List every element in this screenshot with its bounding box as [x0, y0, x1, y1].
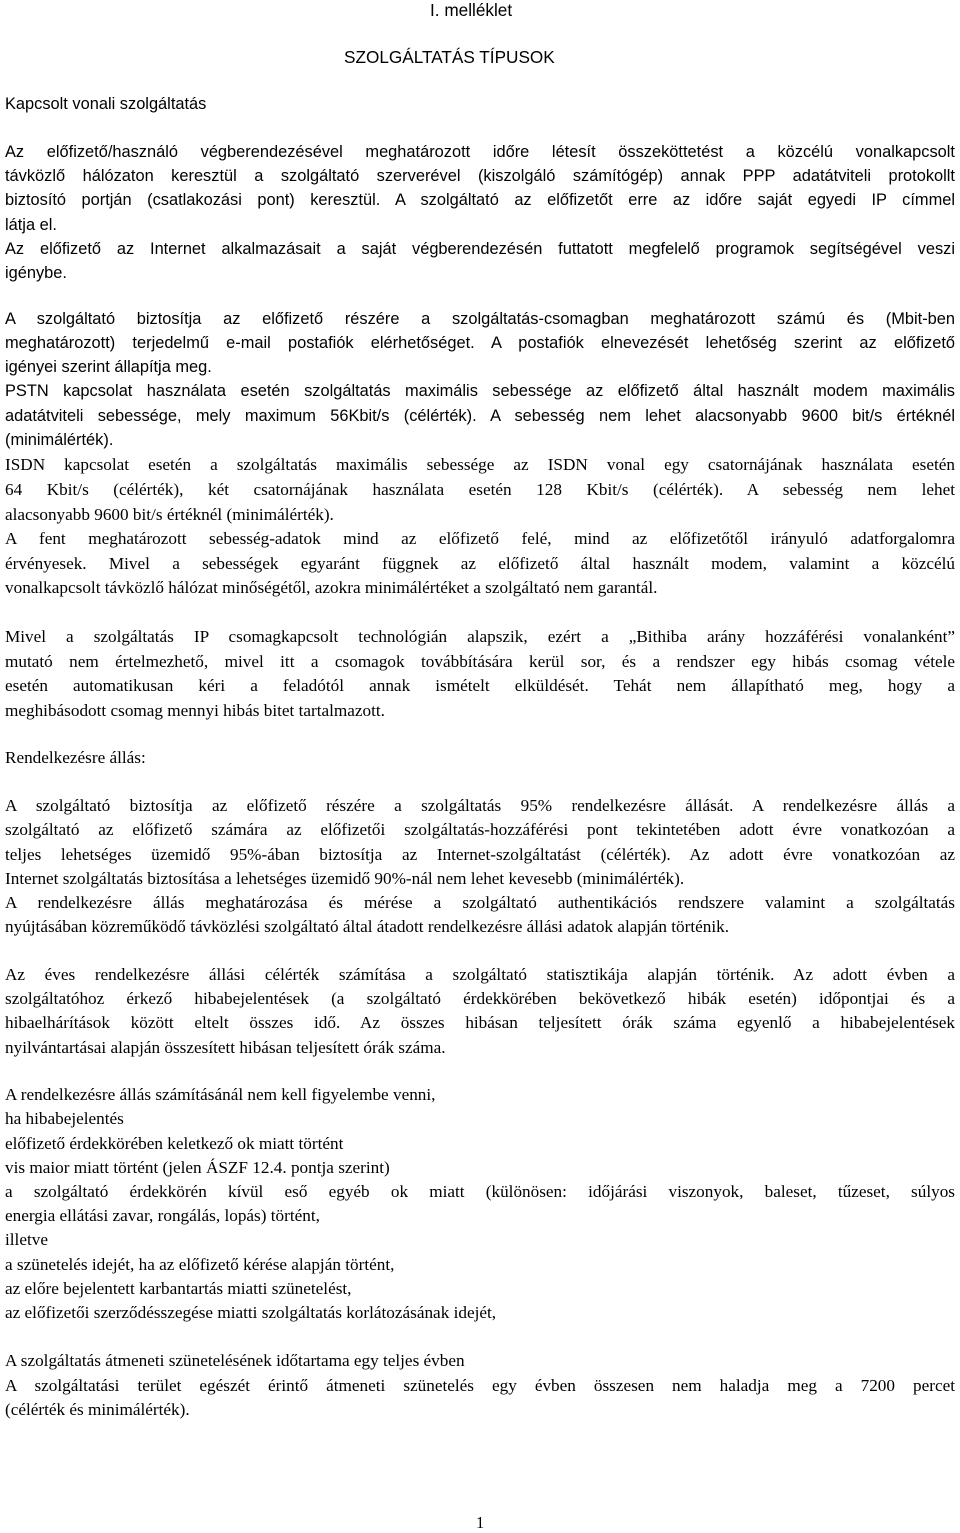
text-line: 64 Kbit/s (célérték), két csatornájának használata esetén 128 Kbit/s (célérték). A sebesség nem lehet: [5, 480, 955, 499]
text-line: szolgáltató az előfizető számára az előfizetői szolgáltatás-hozzáférési pont tekintetében adott évre vonatkozóan a: [5, 820, 955, 839]
text-line: A szolgáltatás átmeneti szünetelésének időtartama egy teljes évben: [5, 1351, 465, 1370]
annex-label: I. melléklet: [430, 0, 513, 20]
page-number: 1: [476, 1513, 485, 1532]
text-line: teljes lehetséges üzemidő 95%-ában biztosítja az Internet-szolgáltatást (célérték). Az adott évre vonatkozóan az: [5, 845, 955, 864]
text-line: előfizető érdekkörében keletkező ok miatt történt: [5, 1134, 344, 1153]
text-line: hibaelhárítások között eltelt összes idő. Az összes hibásan teljesített órák száma egyenlő a hibabejelentések: [5, 1013, 955, 1032]
text-line: a szolgáltató érdekkörén kívül eső egyéb ok miatt (különösen: időjárási viszonyok, baleset, tűzeset, súlyos: [5, 1182, 955, 1201]
text-line: nyújtásában közreműködő távközlési szolgáltató által átadott rendelkezésre állási adatok alapján történik.: [5, 917, 729, 936]
text-line: A szolgáltatási terület egészét érintő átmeneti szünetelés egy évben összesen nem haladja meg a 7200 percet: [5, 1376, 955, 1395]
text-line: Internet szolgáltatás biztosítása a lehetséges üzemidő 90%-nál nem lehet kevesebb (minimálérték).: [5, 869, 685, 888]
text-line: meghatározott) terjedelmű e-mail postafiók elérhetőséget. A postafiók elnevezését lehetőség szerint az előfizető: [5, 334, 955, 352]
text-line: A fent meghatározott sebesség-adatok mind az előfizető felé, mind az előfizetőtől irányuló adatforgalomra: [5, 529, 955, 548]
text-line: A szolgáltató biztosítja az előfizető részére a szolgáltatás 95% rendelkezésre állását. A rendelkezésre állás a: [5, 796, 955, 815]
text-line: Mivel a szolgáltatás IP csomagkapcsolt technológián alapszik, ezért a „Bithiba arány hozzáférési vonalanként”: [5, 627, 955, 646]
text-line: (minimálérték).: [5, 431, 114, 449]
text-line: mutató nem értelmezhető, mivel itt a csomagok továbbítására kerül sor, és a rendszer egy hibás csomag vétele: [5, 652, 955, 671]
text-line: a szünetelés idejét, ha az előfizető kérése alapján történt,: [5, 1255, 395, 1274]
text-line: távközlő hálózaton keresztül a szolgáltató szerverével (kiszolgáló számítógép) annak PPP adatátviteli protokollt: [5, 167, 955, 185]
text-line: vonalkapcsolt távközlő hálózat minőségétől, azokra minimálértéket a szolgáltató nem garantál.: [5, 578, 658, 597]
document-title: SZOLGÁLTATÁS TÍPUSOK: [344, 47, 555, 67]
text-line: meghibásodott csomag mennyi hibás bitet tartalmazott.: [5, 701, 385, 720]
text-line: energia ellátási zavar, rongálás, lopás) történt,: [5, 1206, 320, 1225]
text-line: igényei szerint állapítja meg.: [5, 358, 212, 376]
text-line: igénybe.: [5, 264, 67, 282]
text-line: látja el.: [5, 216, 57, 234]
text-line: nyilvántartásai alapján összesített hibásan teljesített órák száma.: [5, 1038, 446, 1057]
section-title: Kapcsolt vonali szolgáltatás: [5, 95, 207, 113]
text-line: ISDN kapcsolat esetén a szolgáltatás maximális sebessége az ISDN vonal egy csatornájának használata esetén: [5, 455, 955, 474]
text-line: A rendelkezésre állás meghatározása és mérése a szolgáltató authentikációs rendszere valamint a szolgáltatás: [5, 893, 955, 912]
text-line: ha hibabejelentés: [5, 1109, 124, 1128]
text-line: Az éves rendelkezésre állási célérték számítása a szolgáltató statisztikája alapján történik. Az adott évben a: [5, 965, 955, 984]
text-line: az előre bejelentett karbantartás miatti szünetelést,: [5, 1279, 352, 1298]
text-line: biztosító portján (csatlakozási pont) keresztül. A szolgáltató az előfizetőt erre az időre saját egyedi IP címmel: [5, 191, 955, 209]
text-line: illetve: [5, 1230, 48, 1249]
text-line: Az előfizető az Internet alkalmazásait a saját végberendezésén futtatott megfelelő programok segítségével veszi: [5, 240, 955, 258]
text-line: Az előfizető/használó végberendezésével meghatározott időre létesít összeköttetést a közcélú vonalkapcsolt: [5, 143, 955, 161]
text-line: érvényesek. Mivel a sebességek egyaránt függnek az előfizető által használt modem, valamint a közcélú: [5, 554, 955, 573]
text-line: alacsonyabb 9600 bit/s értéknél (minimálérték).: [5, 505, 334, 524]
text-line: PSTN kapcsolat használata esetén szolgáltatás maximális sebessége az előfizető által használt modem maximális: [5, 382, 955, 400]
text-line: Rendelkezésre állás:: [5, 748, 146, 767]
text-line: vis maior miatt történt (jelen ÁSZF 12.4. pontja szerint): [5, 1158, 390, 1177]
text-line: adatátviteli sebessége, mely maximum 56Kbit/s (célérték). A sebesség nem lehet alacsonyabb 9600 bit/s értéknél: [5, 407, 955, 425]
text-line: esetén automatikusan kéri a feladótól annak ismételt elküldését. Tehát nem állapítható meg, hogy a: [5, 676, 955, 695]
text-line: szolgáltatóhoz érkező hibabejelentések (a szolgáltató érdekkörében bekövetkező hibák esetén) időpontjai és a: [5, 989, 955, 1008]
text-line: (célérték és minimálérték).: [5, 1400, 190, 1419]
text-line: A szolgáltató biztosítja az előfizető részére a szolgáltatás-csomagban meghatározott számú és (Mbit-ben: [5, 310, 955, 328]
text-line: az előfizetői szerződésszegése miatti szolgáltatás korlátozásának idejét,: [5, 1303, 497, 1322]
text-line: A rendelkezésre állás számításánál nem kell figyelembe venni,: [5, 1085, 436, 1104]
